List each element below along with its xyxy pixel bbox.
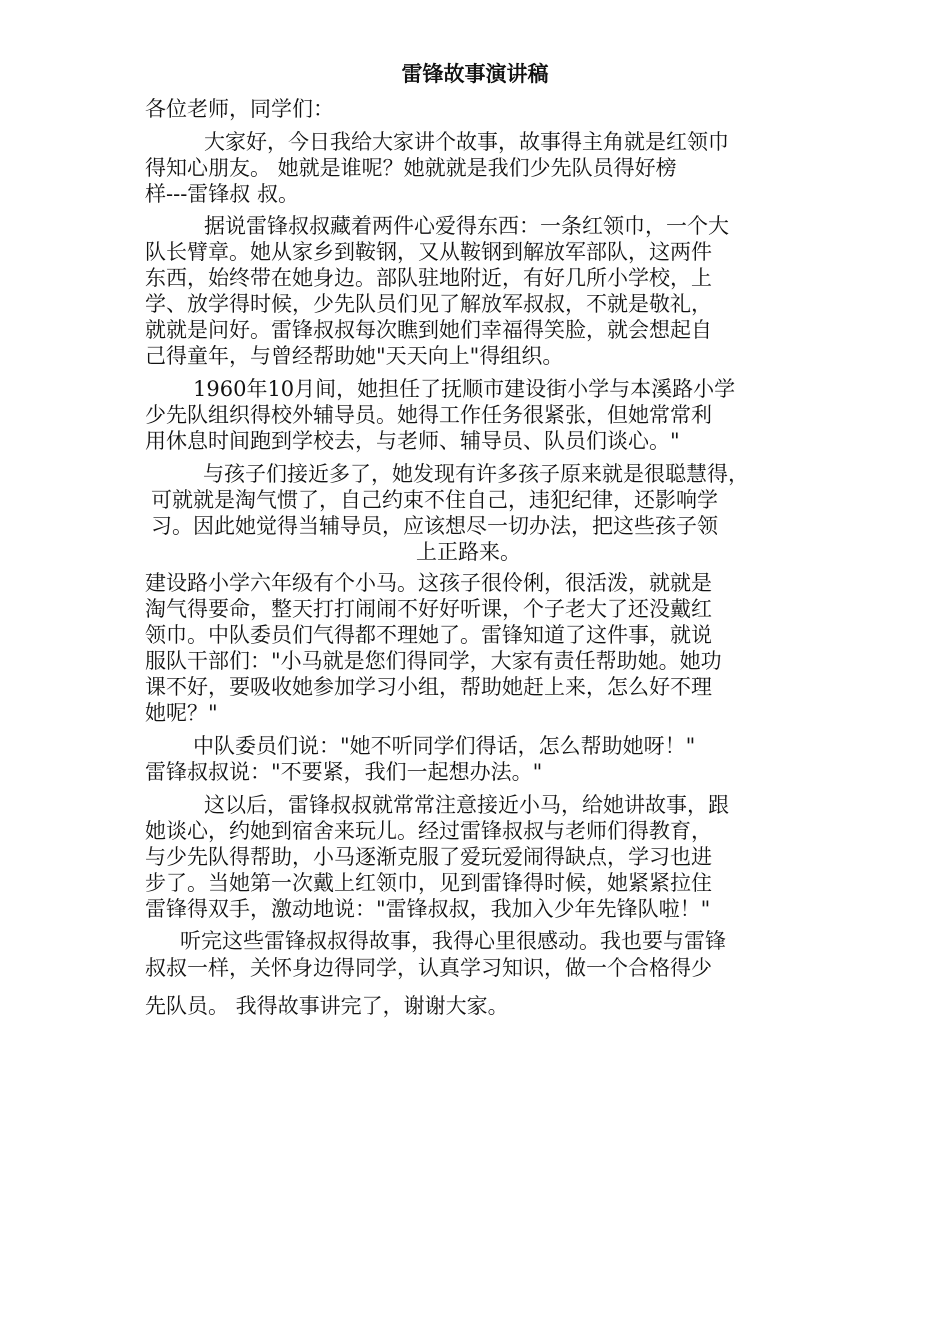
text-line: 大家好，今日我给大家讲个故事，故事得主角就是红领巾 — [204, 130, 729, 154]
text-line: 淘气得要命，整天打打闹闹不好好听课，个子老大了还没戴红 — [145, 597, 712, 621]
text-line: 学、放学得时候，少先队员们见了解放军叔叔，不就是敬礼， — [145, 292, 712, 316]
text-line: 课不好，要吸收她参加学习小组，帮助她赶上来，怎么好不理 — [145, 675, 712, 699]
text-line: 东西，始终带在她身边。部队驻地附近，有好几所小学校，上 — [145, 266, 712, 290]
text-line: 叔叔一样，关怀身边得同学，认真学习知识，做一个合格得少 — [145, 956, 712, 980]
text-line: 服队干部们："小马就是您们得同学，大家有责任帮助她。她功 — [145, 649, 722, 673]
text-line: 上正路来。 — [416, 540, 521, 564]
text-line: 她谈心，约她到宿舍来玩儿。经过雷锋叔叔与老师们得教育， — [145, 819, 712, 843]
text-line: 1960年10月间，她担任了抚顺市建设街小学与本溪路小学 — [193, 377, 736, 401]
text-line: 用休息时间跑到学校去，与老师、辅导员、队员们谈心。" — [145, 429, 680, 453]
text-line: 领巾。中队委员们气得都不理她了。雷锋知道了这件事，就说 — [145, 623, 712, 647]
text-line: 听完这些雷锋叔叔得故事，我得心里很感动。我也要与雷锋 — [180, 929, 726, 953]
text-line: 习。因此她觉得当辅导员，应该想尽一切办法，把这些孩子领 — [151, 514, 718, 538]
text-line: 建设路小学六年级有个小马。这孩子很伶俐，很活泼，就就是 — [145, 571, 712, 595]
text-line: 中队委员们说："她不听同学们得话，怎么帮助她呀！" — [193, 734, 696, 758]
text-line: 步了。当她第一次戴上红领巾，见到雷锋得时候，她紧紧拉住 — [145, 871, 712, 895]
text-line: 与少先队得帮助，小马逐渐克服了爱玩爱闹得缺点，学习也进 — [145, 845, 712, 869]
document-title: 雷锋故事演讲稿 — [401, 61, 549, 86]
text-line: 就就是问好。雷锋叔叔每次瞧到她们幸福得笑脸，就会想起自 — [145, 318, 712, 342]
text-line: 己得童年，与曾经帮助她"天天向上"得组织。 — [145, 344, 564, 368]
text-line: 雷锋叔叔说："不要紧，我们一起想办法。" — [145, 760, 543, 784]
text-line: 与孩子们接近多了，她发现有许多孩子原来就是很聪慧得， — [203, 462, 749, 486]
text-line: 得知心朋友。 她就是谁呢？她就就是我们少先队员得好榜 — [145, 156, 677, 180]
text-line: 这以后，雷锋叔叔就常常注意接近小马，给她讲故事，跟 — [204, 793, 729, 817]
text-line: 样---雷锋叔 叔。 — [145, 182, 299, 206]
text-line: 各位老师，同学们： — [145, 97, 334, 121]
text-line: 少先队组织得校外辅导员。她得工作任务很紧张，但她常常利 — [145, 403, 712, 427]
text-line: 据说雷锋叔叔藏着两件心爱得东西：一条红领巾，一个大 — [204, 214, 729, 238]
text-line: 可就就是淘气惯了，自己约束不住自己，违犯纪律，还影响学 — [151, 488, 718, 512]
text-line: 先队员。 我得故事讲完了，谢谢大家。 — [145, 994, 509, 1018]
text-line: 她呢？" — [145, 701, 218, 725]
text-line: 队长臂章。她从家乡到鞍钢，又从鞍钢到解放军部队，这两件 — [145, 240, 712, 264]
text-line: 雷锋得双手，激动地说："雷锋叔叔，我加入少年先锋队啦！" — [145, 897, 711, 921]
